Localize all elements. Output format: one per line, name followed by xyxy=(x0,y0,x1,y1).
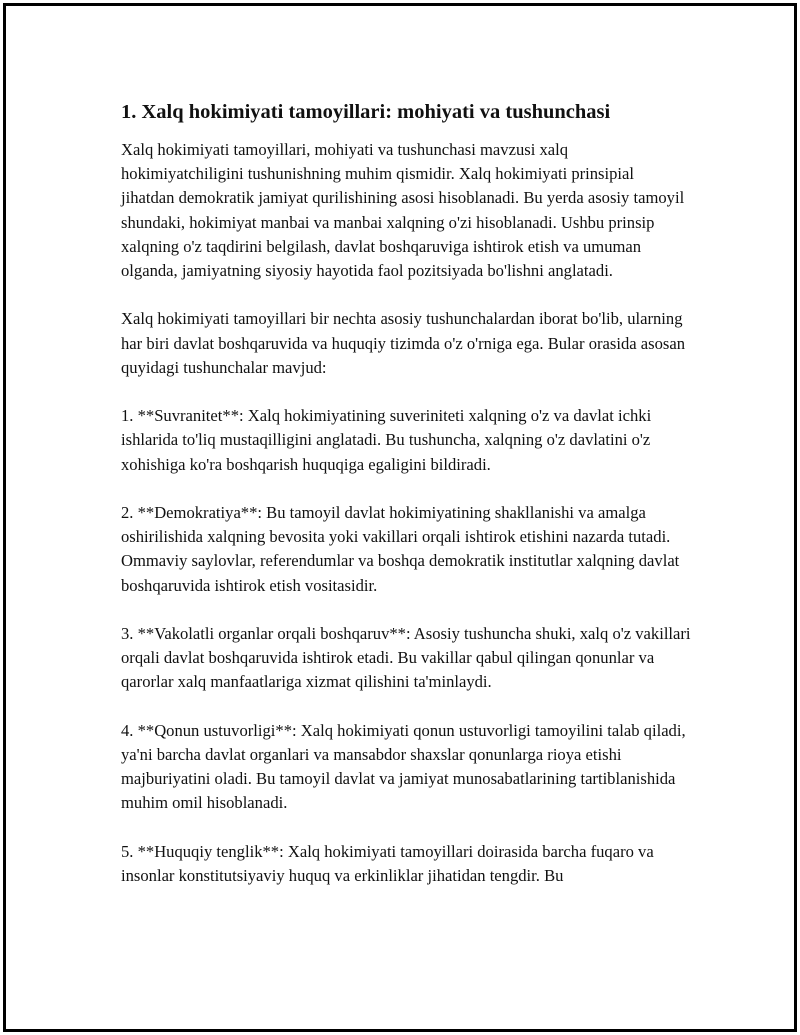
list-item-rule-of-law: 4. **Qonun ustuvorligi**: Xalq hokimiyati qonun ustuvorligi tamoyilini talab qiladi, ya'ni barcha davlat organlari va mansabdor shaxslar qonunlarga rioya etishi majburiyatini oladi. Bu tamoyil davlat va jamiyat munosabatlarining tartiblanishida muhim omil hisoblanadi. xyxy=(121,720,686,813)
concepts-paragraph: Xalq hokimiyati tamoyillari bir nechta asosiy tushunchalardan iborat bo'lib, ularning har biri davlat boshqaruvida va huquqiy tizimda o'z o'rniga ega. Bular orasida asosan quyidagi tushunchalar mavjud: xyxy=(121,309,686,377)
list-item-representative-governance: 3. **Vakolatli organlar orqali boshqaruv**: Asosiy tushuncha shuki, xalq o'z vakillari orqali davlat boshqaruvida ishtirok etadi. Bu vakillar qabul qilingan qonunlar va qarorlar xalq manfaatlariga xizmat qilishini ta'minlaydi. xyxy=(121,624,691,692)
list-item-legal-equality: 5. **Huquqiy tenglik**: Xalq hokimiyati tamoyillari doirasida barcha fuqaro va insonlar konstitutsiyaviy huquq va erkinliklar jihatidan tengdir. Bu xyxy=(121,841,654,885)
intro-paragraph: Xalq hokimiyati tamoyillari, mohiyati va tushunchasi mavzusi xalq hokimiyatchiligini tushunishning muhim qismidir. Xalq hokimiyati prinsipial jihatdan demokratik jamiyat qurilishining asosi hisoblanadi. Bu yerda asosiy tamoyil shundaki, hokimiyat manbai va manbai xalqning o'zi hisoblanadi. Ushbu prinsip xalqning o'z taqdirini belgilash, davlat boshqaruviga ishtirok etish va umuman olganda, jamiyatning siyosiy hayotida faol pozitsiyada bo'lishni anglatadi. xyxy=(121,140,685,281)
section-heading: 1. Xalq hokimiyati tamoyillari: mohiyati va tushunchasi xyxy=(121,101,611,123)
document-body xyxy=(121,98,691,888)
list-item-sovereignty: 1. **Suvranitet**: Xalq hokimiyatining suveriniteti xalqning o'z va davlat ichki ishlarida to'liq mustaqilligini anglatadi. Bu tushuncha, xalqning o'z davlatini o'z xohishiga ko'ra boshqarish huquqiga egaligini bildiradi. xyxy=(121,406,652,474)
list-item-democracy: 2. **Demokratiya**: Bu tamoyil davlat hokimiyatining shakllanishi va amalga oshirilishida xalqning bevosita yoki vakillari orqali ishtirok etishini nazarda tutadi. Ommaviy saylovlar, referendumlar va boshqa demokratik institutlar xalqning davlat boshqaruvida ishtirok etish vositasidir. xyxy=(121,503,680,595)
document-page xyxy=(3,3,797,1032)
